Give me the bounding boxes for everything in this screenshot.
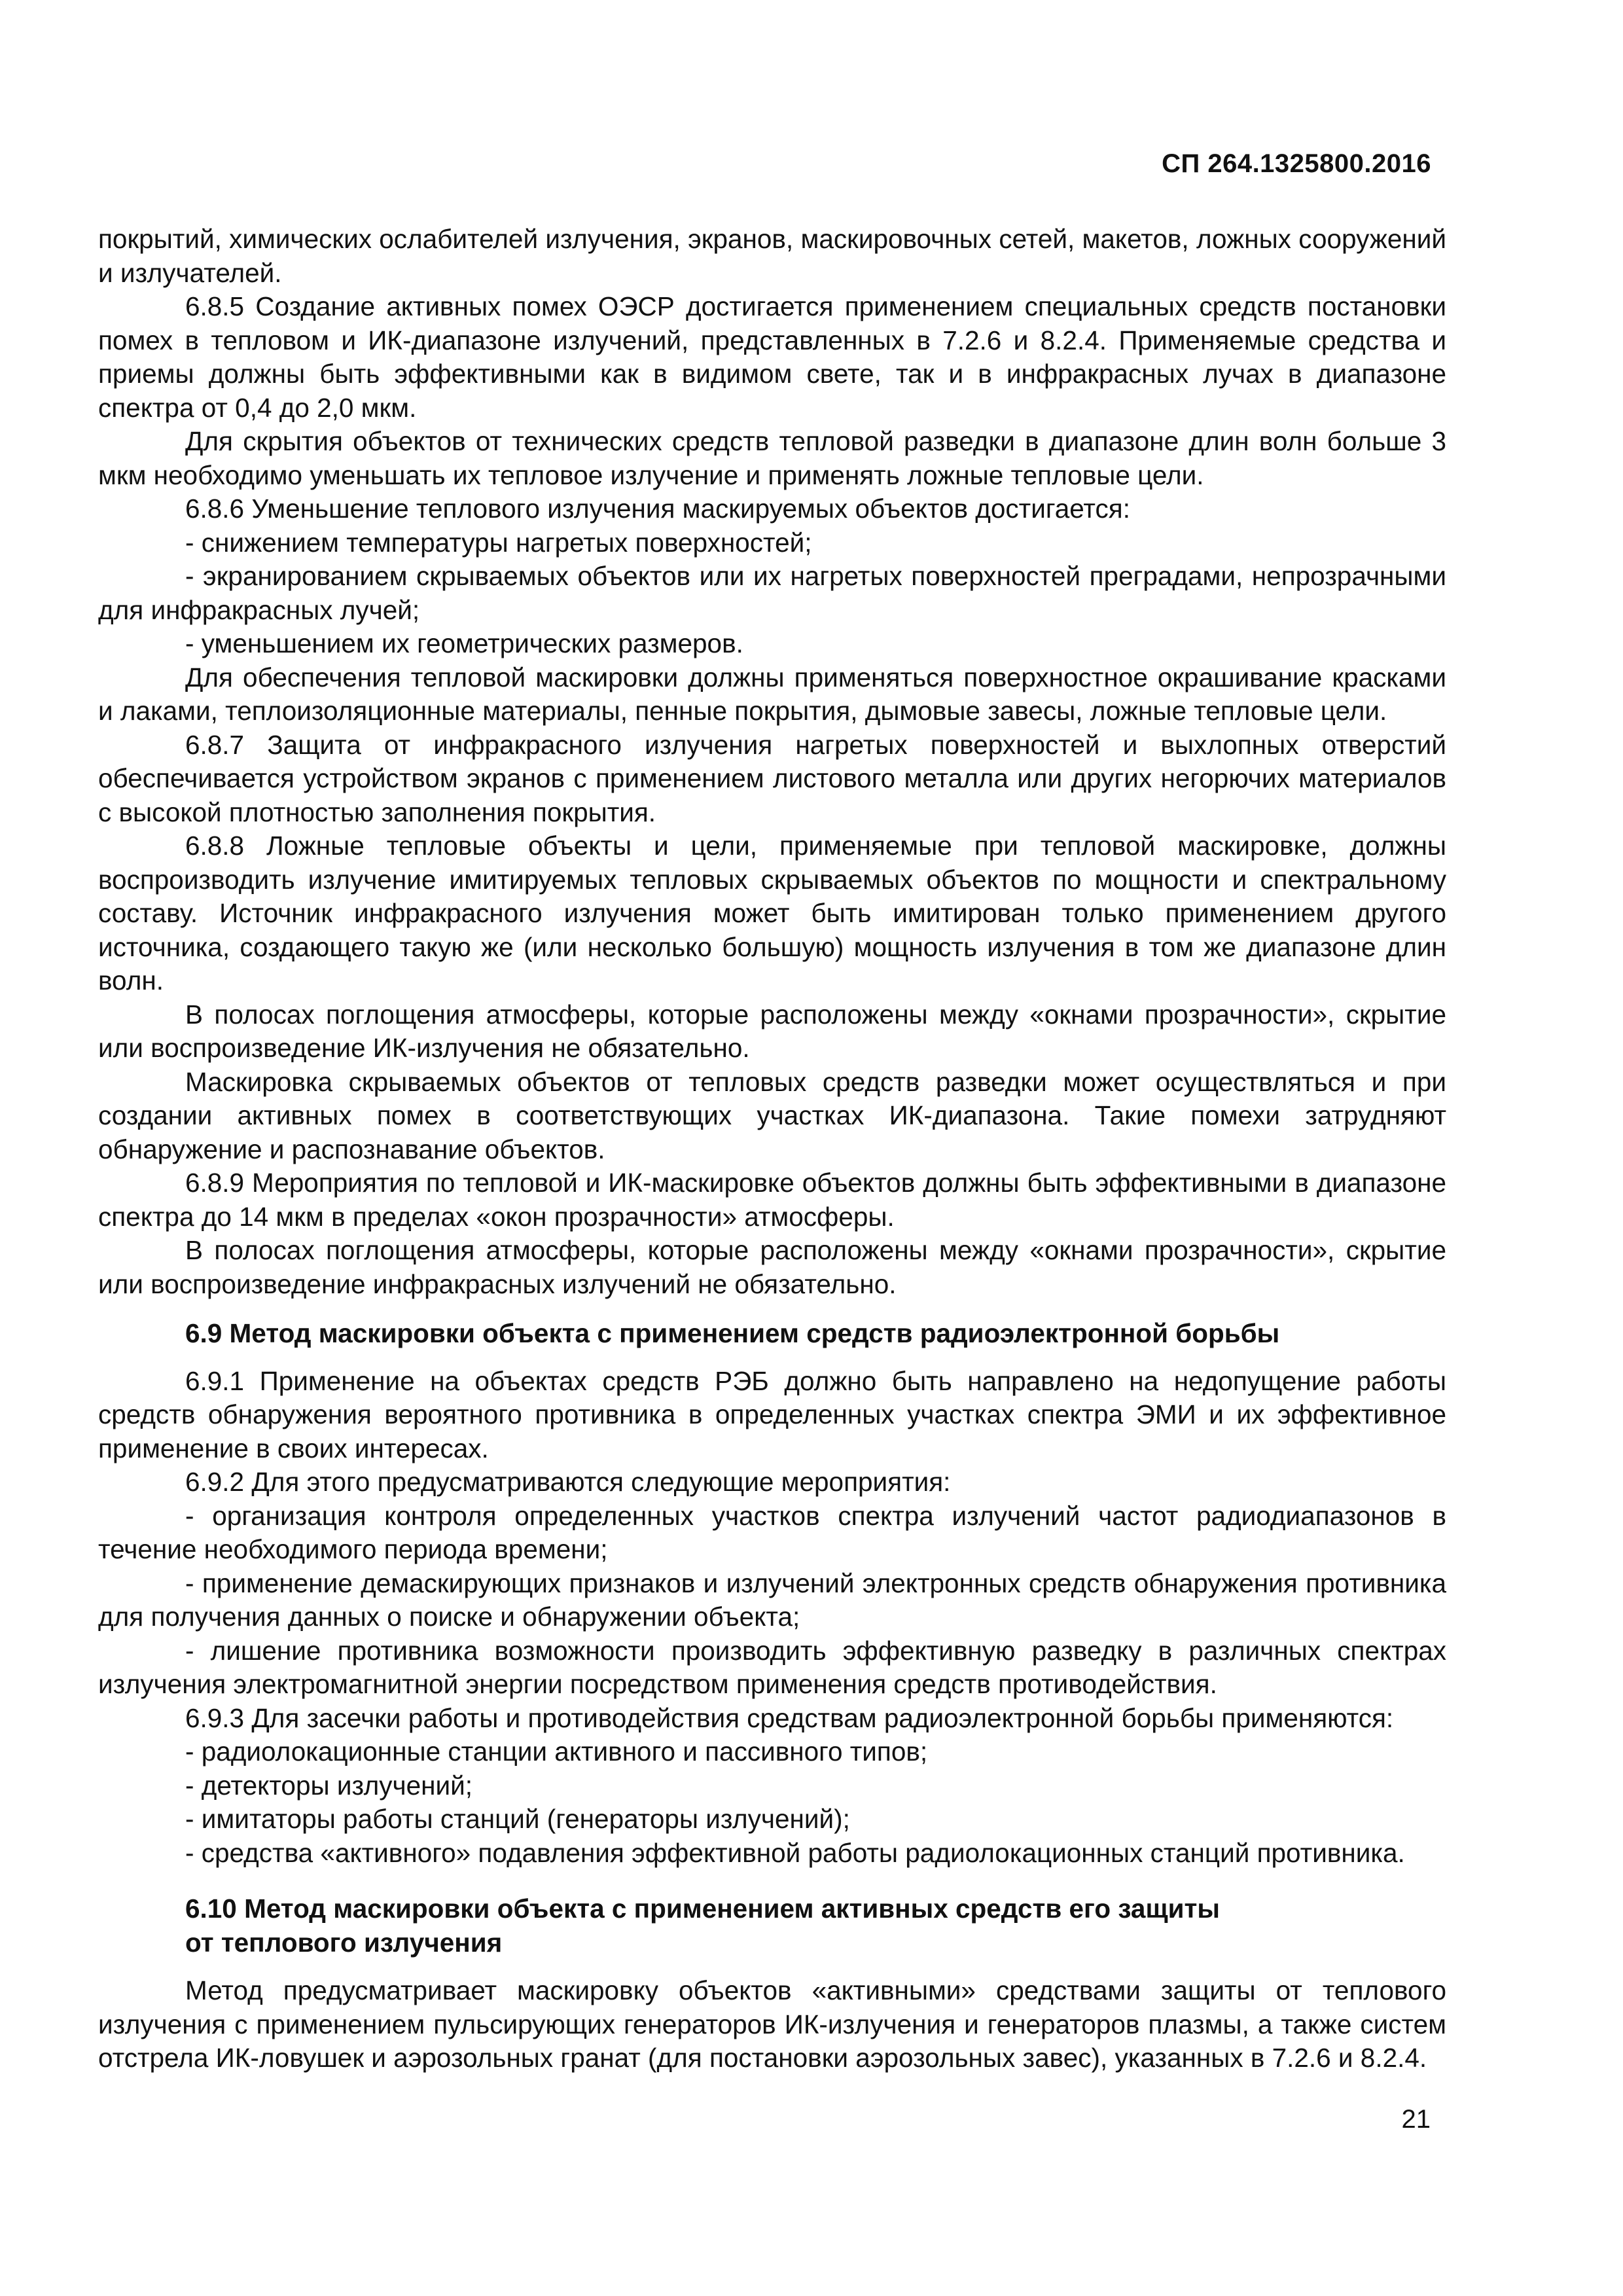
section-heading-6-10: [98, 1892, 1446, 1960]
paragraph: В полосах поглощения атмосферы, которые расположены между «окнами прозрачности», скрытие или воспроизведение ИК-излучения не обязательно.: [98, 999, 1446, 1063]
paragraph: Маскировка скрываемых объектов от тепловых средств разведки может осуществляться и при создании активных помех в соответствующих участках ИК-диапазона. Такие помехи затрудняют обнаружение и распознавание объектов.: [98, 1066, 1446, 1164]
paragraph-6-8-6: 6.8.6 Уменьшение теплового излучения маскируемых объектов достигается:: [185, 493, 1130, 524]
list-item: - средства «активного» подавления эффективной работы радиолокационных станций противника.: [185, 1837, 1405, 1868]
list-item: - детекторы излучений;: [185, 1770, 473, 1801]
paragraph-6-10: Метод предусматривает маскировку объектов «активными» средствами защиты от теплового излучения с применением пульсирующих генераторов ИК-излучения и генераторов плазмы, а также систем отстрела ИК-ловушек и аэрозольных гранат (для постановки аэрозольных завес), указанных в 7.2.6 и 8.2.4.: [98, 1975, 1446, 2073]
paragraph-6-9-1: 6.9.1 Применение на объектах средств РЭБ должно быть направлено на недопущение работы средств обнаружения вероятного противника в определенных участках спектра ЭМИ и их эффективное применение в своих интересах.: [98, 1365, 1446, 1463]
list-item: - экранированием скрываемых объектов или их нагретых поверхностей преградами, непрозрачными для инфракрасных лучей;: [98, 561, 1446, 625]
paragraph-6-9-3: 6.9.3 Для засечки работы и противодействия средствам радиоэлектронной борьбы применяются:: [185, 1702, 1394, 1733]
paragraph-continuation: покрытий, химических ослабителей излучения, экранов, маскировочных сетей, макетов, ложных сооружений и излучателей.: [98, 224, 1446, 288]
document-code-header: СП 264.1325800.2016: [1162, 149, 1431, 178]
paragraph-6-8-8: 6.8.8 Ложные тепловые объекты и цели, применяемые при тепловой маскировке, должны воспроизводить излучение имитируемых тепловых скрываемых объектов по мощности и спектральному составу. Источник инфракрасного излучения может быть имитирован только применением другого источника, создающего такую же (или несколько большую) мощность излучения в том же диапазоне длин волн.: [98, 831, 1446, 996]
paragraph-6-8-9: 6.8.9 Мероприятия по тепловой и ИК-маскировке объектов должны быть эффективными в диапазоне спектра до 14 мкм в пределах «окон прозрачности» атмосферы.: [98, 1168, 1446, 1232]
document-body: [98, 223, 1446, 2075]
paragraph-6-8-7: 6.8.7 Защита от инфракрасного излучения нагретых поверхностей и выхлопных отверстий обеспечивается устройством экранов с применением листового металла или других негорючих материалов с высокой плотностью заполнения покрытия.: [98, 729, 1446, 827]
list-item: - уменьшением их геометрических размеров.: [185, 628, 743, 658]
section-heading-6-9: 6.9 Метод маскировки объекта с применением средств радиоэлектронной борьбы: [185, 1318, 1280, 1348]
page-number: 21: [1401, 2105, 1431, 2134]
paragraph: В полосах поглощения атмосферы, которые расположены между «окнами прозрачности», скрытие или воспроизведение инфракрасных излучений не обязательно.: [98, 1235, 1446, 1299]
paragraph-6-9-2: 6.9.2 Для этого предусматриваются следующие мероприятия:: [185, 1467, 951, 1497]
paragraph: Для скрытия объектов от технических средств тепловой разведки в диапазоне длин волн больше 3 мкм необходимо уменьшать их тепловое излучение и применять ложные тепловые цели.: [98, 426, 1446, 490]
list-item: - лишение противника возможности производить эффективную разведку в различных спектрах излучения электромагнитной энергии посредством применения средств противодействия.: [98, 1635, 1446, 1699]
list-item: - применение демаскирующих признаков и излучений электронных средств обнаружения противника для получения данных о поиске и обнаружении объекта;: [98, 1568, 1446, 1632]
section-heading-line: 6.10 Метод маскировки объекта с применением активных средств его защиты: [185, 1893, 1220, 1924]
paragraph: Для обеспечения тепловой маскировки должны применяться поверхностное окрашивание красками и лаками, теплоизоляционные материалы, пенные покрытия, дымовые завесы, ложные тепловые цели.: [98, 662, 1446, 726]
paragraph-6-8-5: 6.8.5 Создание активных помех ОЭСР достигается применением специальных средств постановки помех в тепловом и ИК-диапазоне излучений, представленных в 7.2.6 и 8.2.4. Применяемые средства и приемы должны быть эффективными как в видимом свете, так и в инфракрасных лучах в диапазоне спектра от 0,4 до 2,0 мкм.: [98, 291, 1446, 423]
list-item: - радиолокационные станции активного и пассивного типов;: [185, 1736, 928, 1767]
list-item: - организация контроля определенных участков спектра излучений частот радиодиапазонов в течение необходимого периода времени;: [98, 1500, 1446, 1564]
section-heading-line: от теплового излучения: [185, 1927, 503, 1958]
list-item: - имитаторы работы станций (генераторы излучений);: [185, 1804, 850, 1834]
list-item: - снижением температуры нагретых поверхностей;: [185, 527, 812, 558]
